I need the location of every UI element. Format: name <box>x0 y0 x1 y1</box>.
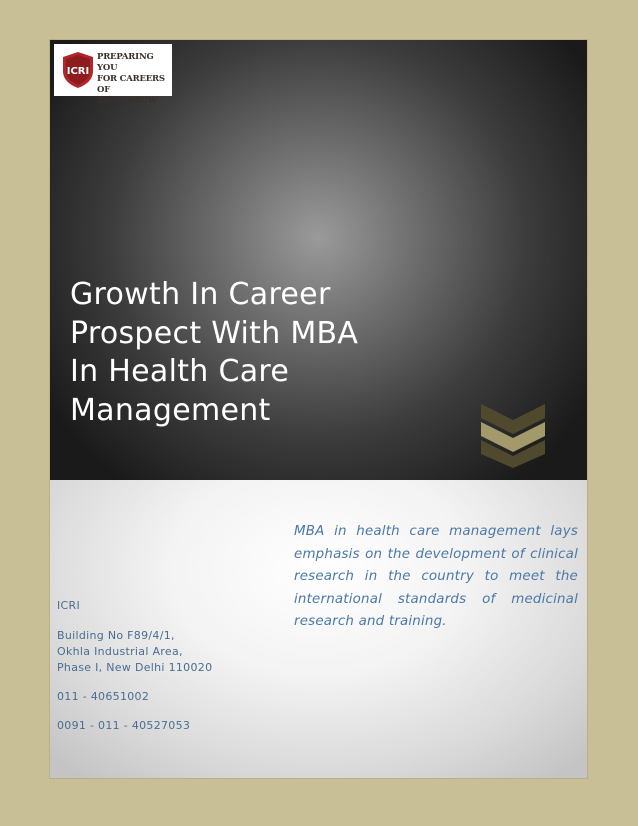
organization-name: ICRI <box>57 599 81 612</box>
phone-number-2: 0091 - 011 - 40527053 <box>57 719 191 732</box>
logo-tagline: PREPARING YOU FOR CAREERS OF TOMORROW <box>97 52 165 106</box>
icri-logo-mark <box>60 51 96 89</box>
summary-text: MBA in health care management lays emphasis on the development of clinical research in the country to meet the international standards of medicinal research and training. <box>294 524 578 629</box>
phone-number-1: 011 - 40651002 <box>57 690 150 703</box>
address: Building No F89/4/1, Okhla Industrial Area, Phase I, New Delhi 110020 <box>57 629 213 674</box>
double-chevron-down-icon <box>481 404 545 468</box>
logo-mark-text: ICRI <box>66 66 90 77</box>
document-page <box>50 40 587 778</box>
icri-logo <box>54 44 172 106</box>
document-title: Growth In Career Prospect With MBA In Health Care Management <box>70 277 359 428</box>
contact-block <box>57 598 287 734</box>
